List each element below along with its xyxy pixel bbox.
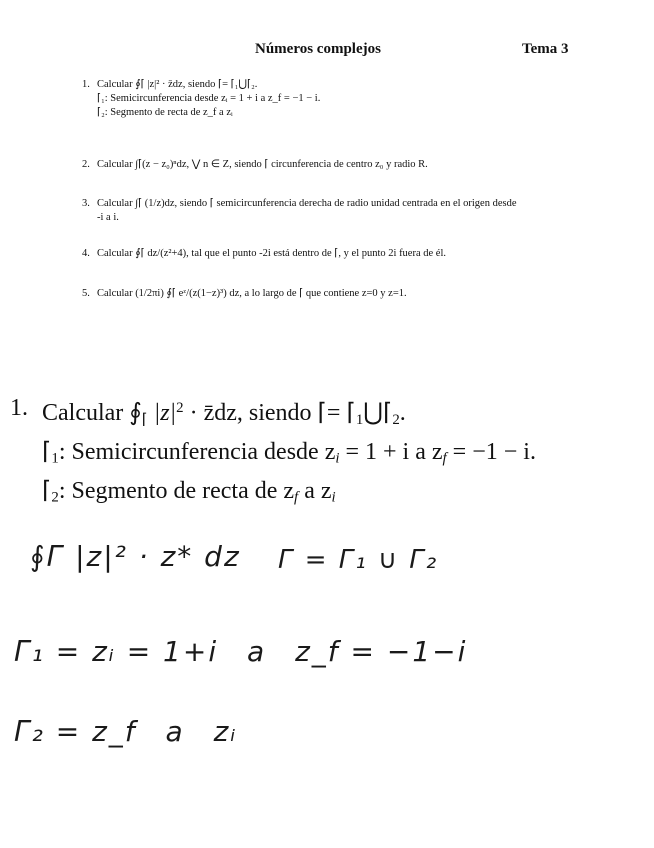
exercise-item-1 <box>82 78 582 120</box>
topic-label: Tema 3 <box>522 41 569 57</box>
exercise-number: 1. <box>82 79 90 90</box>
zoomed-gamma1-line: $⌈_1$: Semicircunferencia desde $z_i = 1 + i$ a $z_f = -1 - i$. <box>42 438 536 467</box>
exercise-statement: Calcular ∫⌈ (1/z)dz, siendo ⌈ semicircunferencia derecha de radio unidad centrada en el origen desde <box>97 198 517 209</box>
exercise-statement-cont: -i a i. <box>97 212 119 223</box>
zoomed-exercise-1 <box>10 392 650 513</box>
exercise-item-5 <box>82 287 582 301</box>
exercise-statement: Calcular ∫⌈(z − z₀)ⁿdz, ⋁ n ∈ Z, siendo ⌈ circunferencia de centro z₀ y radio R. <box>97 159 428 170</box>
exercise-statement: Calcular ∮⌈ |z|² · z̄dz, siendo ⌈= ⌈₁⋃⌈₂. <box>97 79 258 90</box>
handwritten-gamma2-a: a <box>165 715 185 748</box>
handwritten-gamma1-start: Γ₁ = zᵢ = 1+i <box>14 635 219 668</box>
exercise-number: 3. <box>82 198 90 209</box>
handwritten-gamma1 <box>14 635 485 668</box>
exercise-number: 5. <box>82 288 90 299</box>
exercise-statement: Calcular (1/2πi) ∮⌈ eᶻ/(z(1−z)³) dz, a lo largo de ⌈ que contiene z=0 y z=1. <box>97 288 407 299</box>
handwritten-gamma-union: Γ = Γ₁ ∪ Γ₂ <box>278 545 439 575</box>
exercise-number: 1. <box>10 395 28 421</box>
page-header <box>0 41 654 61</box>
exercise-item-4 <box>82 247 582 261</box>
exercise-number: 2. <box>82 159 90 170</box>
zoomed-statement-line: Calcular $∮_⌈$ $|z|^2$ · z̄dz, siendo ⌈= $⌈_1⋃⌈_2$. <box>42 400 406 428</box>
exercise-item-2 <box>82 158 582 172</box>
exercise-gamma1: ⌈₁: Semicircunferencia desde zᵢ = 1 + i a z_f = −1 − i. <box>97 93 321 104</box>
exercise-gamma2: ⌈₂: Segmento de recta de z_f a zᵢ <box>97 107 233 118</box>
handwritten-integral: ∮Γ |z|² · z* dz <box>30 540 241 573</box>
handwritten-gamma1-end: z_f = −1−i <box>295 635 468 668</box>
exercise-number: 4. <box>82 248 90 259</box>
handwritten-gamma2-start: Γ₂ = z_f <box>14 715 137 748</box>
exercise-item-3 <box>82 197 582 225</box>
exercise-statement: Calcular ∮⌈ dz/(z²+4), tal que el punto -2i está dentro de ⌈, y el punto 2i fuera de él. <box>97 248 446 259</box>
handwritten-gamma1-a: a <box>247 635 267 668</box>
document-title: Números complejos <box>255 41 381 57</box>
handwritten-gamma2-end: zᵢ <box>213 715 238 748</box>
handwritten-gamma2 <box>14 715 255 748</box>
zoomed-gamma2-line: $⌈_2$: Segmento de recta de $z_f$ a $z_i$ <box>42 477 336 506</box>
